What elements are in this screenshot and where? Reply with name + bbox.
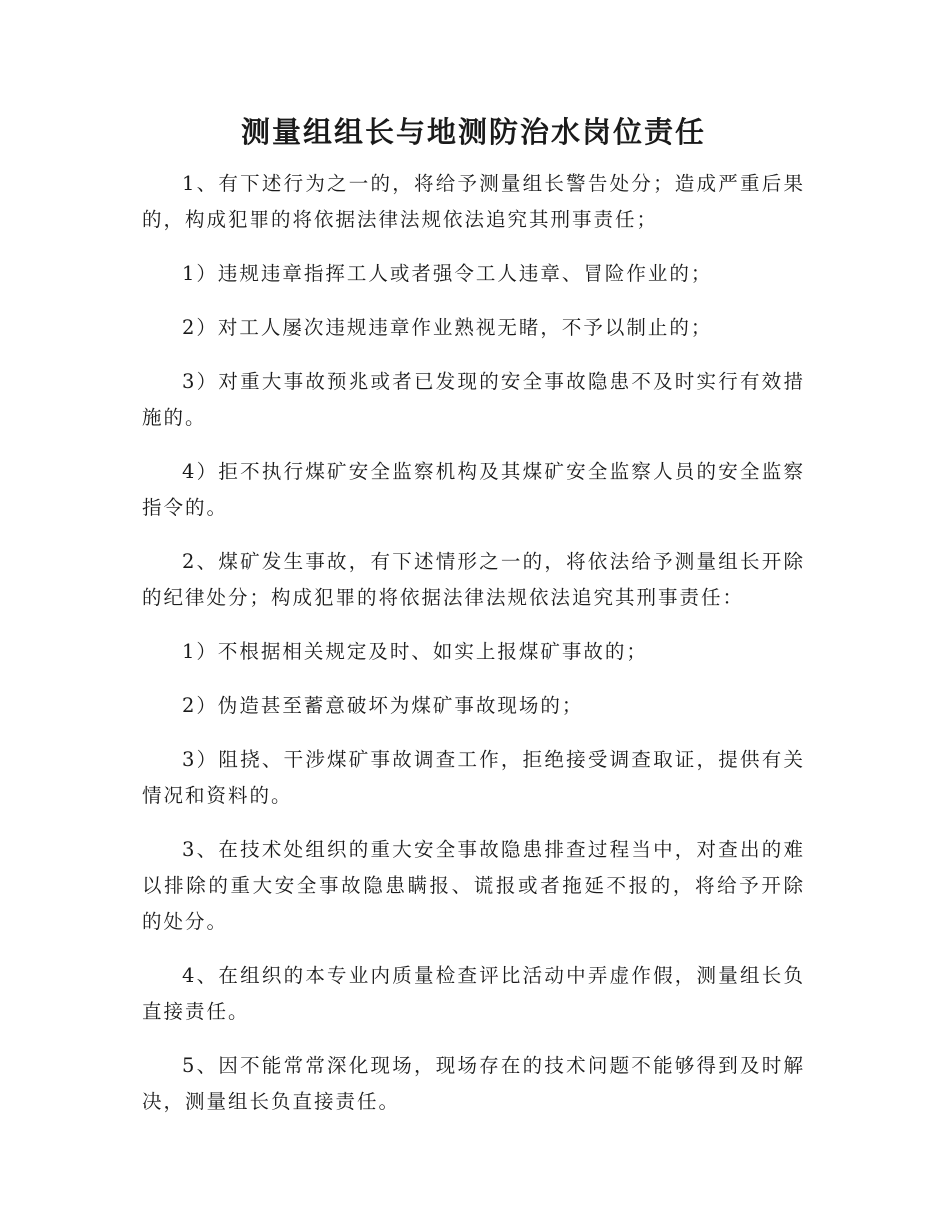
paragraph-1-item-4: 4）拒不执行煤矿安全监察机构及其煤矿安全监察人员的安全监察指令的。 — [142, 460, 805, 519]
paragraph-4: 4、在组织的本专业内质量检查评比活动中弄虚作假，测量组长负直接责任。 — [142, 964, 805, 1023]
paragraph-2-item-1: 1）不根据相关规定及时、如实上报煤矿事故的； — [182, 640, 648, 663]
paragraph-1-item-1: 1）违规违章指挥工人或者强令工人违章、冒险作业的； — [182, 262, 713, 285]
paragraph-2-item-2: 2）伪造甚至蓄意破坏为煤矿事故现场的； — [182, 694, 584, 717]
paragraph-1: 1、有下述行为之一的，将给予测量组长警告处分；造成严重后果的，构成犯罪的将依据法律法规依法追究其刑事责任； — [142, 172, 805, 231]
paragraph-1-item-2: 2）对工人屡次违规违章作业熟视无睹，不予以制止的； — [182, 316, 713, 339]
paragraph-5: 5、因不能常常深化现场，现场存在的技术问题不能够得到及时解决，测量组长负直接责任。 — [142, 1054, 805, 1113]
paragraph-1-item-3: 3）对重大事故预兆或者已发现的安全事故隐患不及时实行有效措施的。 — [142, 370, 805, 429]
document-title: 测量组组长与地测防治水岗位责任 — [240, 115, 706, 149]
paragraph-2: 2、煤矿发生事故，有下述情形之一的，将依法给予测量组长开除的纪律处分；构成犯罪的将依据法律法规依法追究其刑事责任： — [142, 550, 805, 609]
paragraph-2-item-3: 3）阻挠、干涉煤矿事故调查工作，拒绝接受调查取证，提供有关情况和资料的。 — [142, 748, 805, 807]
paragraph-3: 3、在技术处组织的重大安全事故隐患排查过程当中，对查出的难以排除的重大安全事故隐患瞒报、谎报或者拖延不报的，将给予开除的处分。 — [142, 838, 805, 933]
